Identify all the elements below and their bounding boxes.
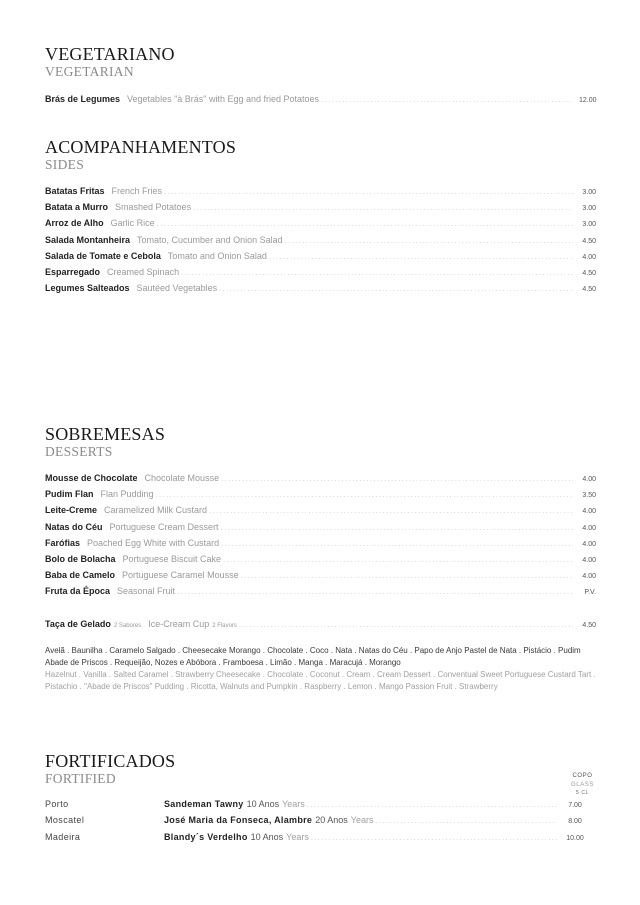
item-name: Batatas Fritas <box>45 186 105 196</box>
menu-item <box>45 218 596 234</box>
menu-item <box>45 251 596 267</box>
item-name-note: 2 Sabores <box>113 622 142 629</box>
menu-item <box>45 505 596 521</box>
dot-leader <box>156 492 573 499</box>
item-price: P.V. <box>584 589 596 597</box>
menu-item <box>45 283 596 299</box>
section-vegetarian <box>45 45 596 110</box>
menu-item <box>45 522 596 538</box>
section-subtitle: VEGETARIAN <box>45 64 134 79</box>
menu-item <box>45 473 596 489</box>
item-price: 4.50 <box>582 269 596 277</box>
item-price: 4.00 <box>582 508 596 516</box>
dot-leader <box>321 97 573 104</box>
dot-leader <box>285 238 573 245</box>
item-price: 4.50 <box>582 286 596 294</box>
item-name: Farófias <box>45 537 81 548</box>
menu-item <box>45 538 596 554</box>
section-fortified <box>45 752 596 848</box>
dot-leader <box>223 557 573 564</box>
glass-label-en: GLASS <box>570 781 594 788</box>
item-description: Chocolate Mousse <box>144 473 220 483</box>
wine-region: Madeira <box>45 831 81 842</box>
item-description: Creamed Spinach <box>107 266 180 277</box>
wine-name: José Maria da Fonseca, Alambre <box>164 815 313 826</box>
dot-leader <box>311 835 557 842</box>
item-price: 3.50 <box>582 492 596 500</box>
wine-row <box>45 799 596 815</box>
flavours-list <box>45 645 596 694</box>
item-name: Brás de Legumes <box>45 94 121 104</box>
dot-leader <box>269 254 573 261</box>
item-price: 4.50 <box>582 621 596 629</box>
dot-leader <box>221 476 573 483</box>
item-name: Batata a Murro <box>45 202 109 213</box>
wine-age-en: Years <box>282 799 305 809</box>
item-description: Sautéed Vegetables <box>136 283 218 294</box>
item-description: Poached Egg White with Custard <box>87 537 220 548</box>
item-price: 4.00 <box>582 476 596 483</box>
item-description: Ice-Cream Cup <box>148 618 210 629</box>
item-price: 4.00 <box>582 524 596 532</box>
item-description: Portuguese Biscuit Cake <box>122 553 222 564</box>
menu-item <box>45 186 596 202</box>
item-price: 12.00 <box>579 97 597 104</box>
section-desserts <box>45 425 596 694</box>
item-description: Tomato, Cucumber and Onion Salad <box>137 234 283 245</box>
item-name: Arroz de Alho <box>45 218 104 229</box>
item-name: Fruta da Época <box>45 586 111 597</box>
dot-leader <box>177 589 573 596</box>
item-name: Salada Montanheira <box>45 234 131 245</box>
wine-age-en: Years <box>350 815 374 826</box>
item-description: Garlic Rice <box>110 218 155 229</box>
item-description-note: 2 Flavors <box>212 622 237 629</box>
section-subtitle: FORTIFIED <box>45 771 116 786</box>
dot-leader <box>239 622 573 629</box>
wine-name: Sandeman Tawny <box>164 799 244 809</box>
wine-price: 8.00 <box>568 818 582 826</box>
section-subtitle: SIDES <box>45 157 85 172</box>
item-description: Caramelized Milk Custard <box>104 505 208 516</box>
menu-item <box>45 554 596 570</box>
item-description: Portuguese Cream Dessert <box>109 521 219 532</box>
section-title: VEGETARIANO <box>45 44 175 64</box>
item-name: Natas do Céu <box>45 521 103 532</box>
menu-item <box>45 570 596 586</box>
wine-row <box>45 815 596 831</box>
item-description: Vegetables "à Brás" with Egg and fried Potatoes <box>127 94 320 104</box>
wine-age: 10 Anos <box>246 799 280 809</box>
dot-leader <box>193 205 573 212</box>
item-price: 4.50 <box>582 237 596 245</box>
section-subtitle: DESSERTS <box>45 444 113 459</box>
item-price: 4.00 <box>582 573 596 581</box>
item-name: Pudim Flan <box>45 489 94 500</box>
section-title: ACOMPANHAMENTOS <box>45 137 237 157</box>
section-sides <box>45 138 596 299</box>
item-name: Taça de Gelado <box>45 618 111 629</box>
dot-leader <box>241 573 573 580</box>
dot-leader <box>209 508 573 515</box>
glass-label-pt: COPO <box>572 773 593 779</box>
item-price: 4.00 <box>582 253 596 261</box>
item-name: Legumes Salteados <box>45 283 130 294</box>
menu-item <box>45 235 596 251</box>
flavours-portuguese: Avelã . Baunilha . Caramelo Salgado . Cheesecake Morango . Chocolate . Coco . Nata . Natas do Céu . Papo de Anjo Pastel de Nata . Pistácio . Pudim Abade de Priscos . Requeijão, Nozes e Abóbora . Framboesa . Limão . Manga . Maracujá . Morango <box>45 645 581 667</box>
dot-leader <box>157 221 573 228</box>
item-price: 3.00 <box>582 189 596 196</box>
section-title: SOBREMESAS <box>45 424 166 444</box>
wine-age-en: Years <box>286 831 309 842</box>
menu-item <box>45 489 596 505</box>
wine-price: 7.00 <box>568 802 582 809</box>
wine-age: 20 Anos <box>315 815 348 826</box>
menu-item <box>45 267 596 283</box>
dot-leader <box>219 286 573 293</box>
wine-price: 10.00 <box>566 834 584 842</box>
item-price: 3.00 <box>582 221 596 229</box>
menu-item <box>45 586 596 602</box>
wine-row <box>45 832 596 848</box>
item-price: 4.00 <box>582 556 596 564</box>
item-name: Bolo de Bolacha <box>45 553 116 564</box>
glass-column-header <box>571 772 594 798</box>
wine-region: Moscatel <box>45 815 85 826</box>
wine-age: 10 Anos <box>250 831 284 842</box>
item-description: French Fries <box>111 186 163 196</box>
glass-size: 5 CL <box>576 790 589 796</box>
item-description: Portuguese Caramel Mousse <box>122 570 239 581</box>
item-name: Esparregado <box>45 266 101 277</box>
menu-item <box>45 202 596 218</box>
item-name: Salada de Tomate e Cebola <box>45 250 161 261</box>
section-title: FORTIFICADOS <box>45 751 176 771</box>
wine-region: Porto <box>45 799 69 809</box>
menu-item-ice-cream <box>45 619 596 635</box>
item-price: 4.00 <box>582 540 596 548</box>
wine-name: Blandy´s Verdelho <box>164 831 248 842</box>
item-description: Tomato and Onion Salad <box>167 250 267 261</box>
dot-leader <box>221 525 573 532</box>
dot-leader <box>221 541 573 548</box>
dot-leader <box>181 270 573 277</box>
menu-item <box>45 94 596 110</box>
item-description: Flan Pudding <box>100 489 154 500</box>
flavours-english: Hazelnut . Vanilla . Salted Caramel . Strawberry Cheesecake . Chocolate . Coconut . Cream . Cream Dessert . Conventual Sweet Portuguese Custard Tart . Pistachio . "Abade de Priscos" Pudding . Ricotta, Walnuts and Pumpkin . Raspberry . Lemon . Mango Passion Fruit . Strawberry <box>45 670 596 692</box>
item-price: 3.00 <box>582 205 596 213</box>
dot-leader <box>307 802 557 809</box>
item-name: Mousse de Chocolate <box>45 473 138 483</box>
item-description: Smashed Potatoes <box>115 202 192 213</box>
item-name: Leite-Creme <box>45 505 98 516</box>
dot-leader <box>375 818 557 825</box>
item-name: Baba de Camelo <box>45 570 116 581</box>
dot-leader <box>164 189 573 196</box>
item-description: Seasonal Fruit <box>117 586 176 597</box>
